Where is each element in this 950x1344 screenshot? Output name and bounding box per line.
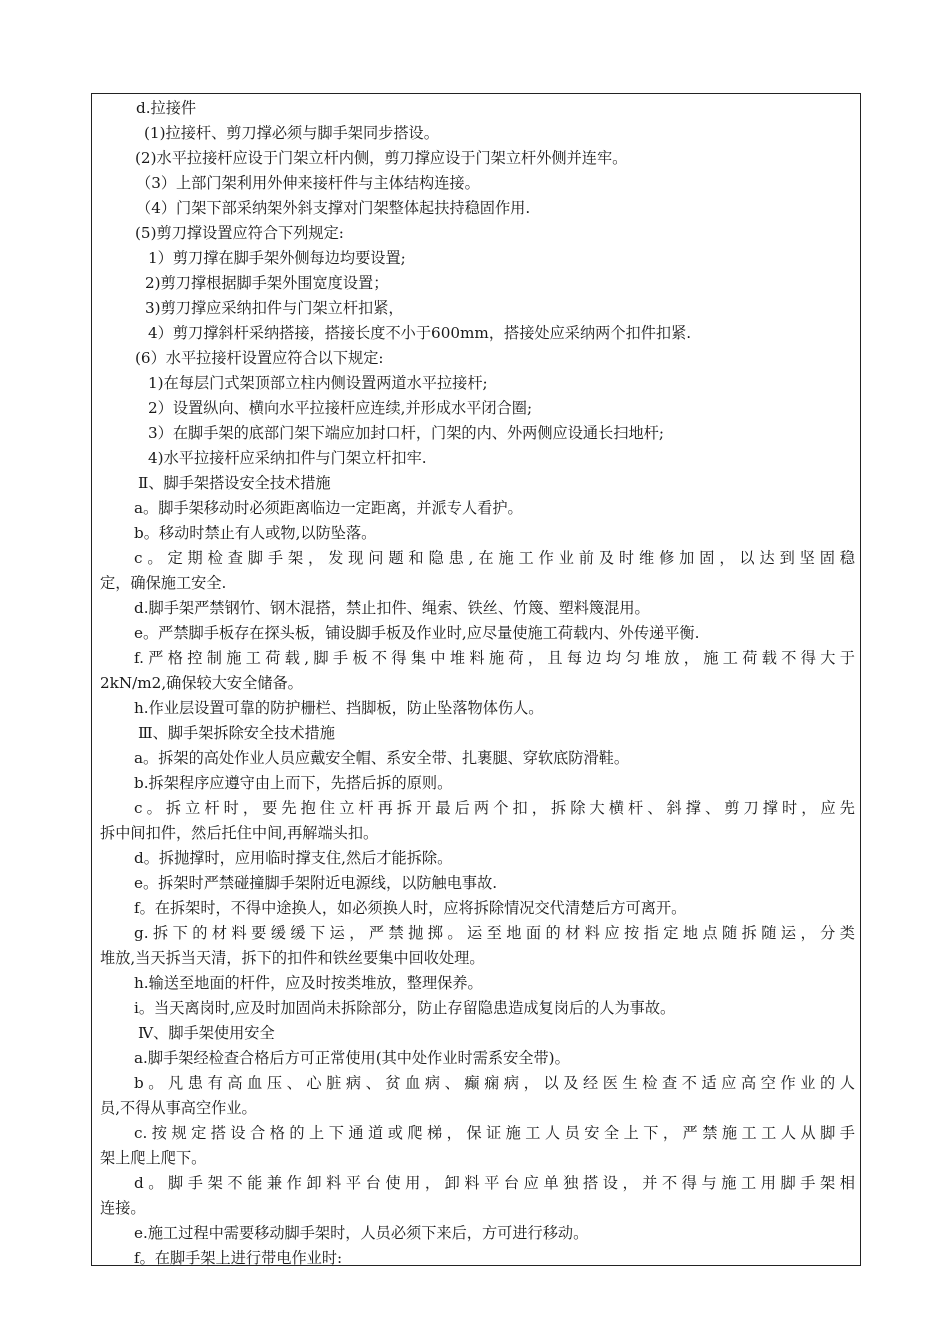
- section-heading: Ⅲ、脚手架拆除安全技术措施: [138, 724, 335, 742]
- text-line: b。移动时禁止有人或物,以防坠落。: [134, 524, 377, 542]
- text-line: 3)剪刀撑应采纳扣件与门架立杆扣紧，: [145, 299, 404, 317]
- text-line: 4）剪刀撑斜杆采纳搭接，搭接长度不小于600mm，搭接处应采纳两个扣件扣紧.: [148, 324, 692, 342]
- text-line: 3）在脚手架的底部门架下端应加封口杆，门架的内、外两侧应设通长扫地杆;: [148, 424, 664, 442]
- text-line: c。定期检查脚手架，发现问题和隐患,在施工作业前及时维修加固，以达到坚固稳: [134, 549, 855, 567]
- text-line: e.施工过程中需要移动脚手架时，人员必须下来后，方可进行移动。: [134, 1224, 589, 1242]
- text-line: 1）剪刀撑在脚手架外侧每边均要设置;: [148, 249, 406, 267]
- section-heading: Ⅳ、脚手架使用安全: [138, 1024, 275, 1042]
- text-line: 堆放,当天拆当天清，拆下的扣件和铁丝要集中回收处理。: [100, 949, 485, 967]
- text-line: (1)拉接杆、剪刀撑必须与脚手架同步搭设。: [144, 124, 439, 142]
- text-line: 2)剪刀撑根据脚手架外围宽度设置；: [145, 274, 389, 292]
- text-line: 架上爬上爬下。: [100, 1149, 207, 1167]
- section-heading: Ⅱ、脚手架搭设安全技术措施: [138, 474, 331, 492]
- text-line: h.作业层设置可靠的防护栅栏、挡脚板，防止坠落物体伤人。: [134, 699, 544, 717]
- text-line: d.拉接件: [136, 99, 197, 117]
- text-line: g.拆下的材料要缓缓下运，严禁抛掷。运至地面的材料应按指定地点随拆随运，分类: [134, 924, 855, 942]
- text-line: a.脚手架经检查合格后方可正常使用(其中处作业时需系安全带)。: [134, 1049, 570, 1067]
- text-line: f。在脚手架上进行带电作业时:: [134, 1249, 343, 1267]
- text-line: 2kN/m2,确保较大安全储备。: [100, 674, 303, 692]
- text-line: (6）水平拉接杆设置应符合以下规定:: [135, 349, 384, 367]
- text-line: h.输送至地面的杆件，应及时按类堆放，整理保养。: [134, 974, 483, 992]
- text-line: （4）门架下部采纳架外斜支撑对门架整体起扶持稳固作用.: [136, 199, 531, 217]
- text-line: a。脚手架移动时必须距离临边一定距离，并派专人看护。: [134, 499, 523, 517]
- text-line: f。在拆架时，不得中途换人，如必须换人时，应将拆除情况交代清楚后方可离开。: [134, 899, 687, 917]
- text-line: b.拆架程序应遵守由上而下，先搭后拆的原则。: [134, 774, 453, 792]
- text-line: 定，确保施工安全.: [100, 574, 227, 592]
- text-line: (5)剪刀撑设置应符合下列规定:: [135, 224, 344, 242]
- text-line: （3）上部门架利用外伸来接杆件与主体结构连接。: [136, 174, 480, 192]
- text-line: d。脚手架不能兼作卸料平台使用，卸料平台应单独搭设，并不得与施工用脚手架相: [134, 1174, 855, 1192]
- text-line: a。拆架的高处作业人员应戴安全帽、系安全带、扎裹腿、穿软底防滑鞋。: [134, 749, 630, 767]
- text-line: 2）设置纵向、横向水平拉接杆应连续,并形成水平闭合圈;: [148, 399, 533, 417]
- text-line: c。拆立杆时，要先抱住立杆再拆开最后两个扣，拆除大横杆、斜撑、剪刀撑时，应先: [134, 799, 855, 817]
- text-line: 员,不得从事高空作业。: [100, 1099, 257, 1117]
- text-line: d.脚手架严禁钢竹、钢木混搭，禁止扣件、绳索、铁丝、竹篾、塑料篾混用。: [134, 599, 650, 617]
- text-line: e。严禁脚手板存在探头板，铺设脚手板及作业时,应尽量使施工荷载内、外传递平衡.: [134, 624, 700, 642]
- text-line: i。当天离岗时,应及时加固尚未拆除部分，防止存留隐患造成复岗后的人为事故。: [134, 999, 676, 1017]
- text-line: f.严格控制施工荷载,脚手板不得集中堆料施荷，且每边均匀堆放，施工荷载不得大于: [134, 649, 855, 667]
- text-line: c.按规定搭设合格的上下通道或爬梯，保证施工人员安全上下，严禁施工工人从脚手: [134, 1124, 855, 1142]
- text-line: 4)水平拉接杆应采纳扣件与门架立杆扣牢.: [148, 449, 427, 467]
- text-line: 连接。: [100, 1199, 146, 1217]
- text-line: b。凡患有高血压、心脏病、贫血病、癫痫病，以及经医生检查不适应高空作业的人: [134, 1074, 855, 1092]
- text-line: 1)在每层门式架顶部立柱内侧设置两道水平拉接杆;: [148, 374, 488, 392]
- text-line: 拆中间扣件，然后托住中间,再解端头扣。: [100, 824, 379, 842]
- text-line: (2)水平拉接杆应设于门架立杆内侧，剪刀撑应设于门架立杆外侧并连牢。: [135, 149, 628, 167]
- text-line: d。拆抛撑时，应用临时撑支住,然后才能拆除。: [134, 849, 453, 867]
- text-line: e。拆架时严禁碰撞脚手架附近电源线，以防触电事故.: [134, 874, 498, 892]
- document-body: [100, 96, 855, 1271]
